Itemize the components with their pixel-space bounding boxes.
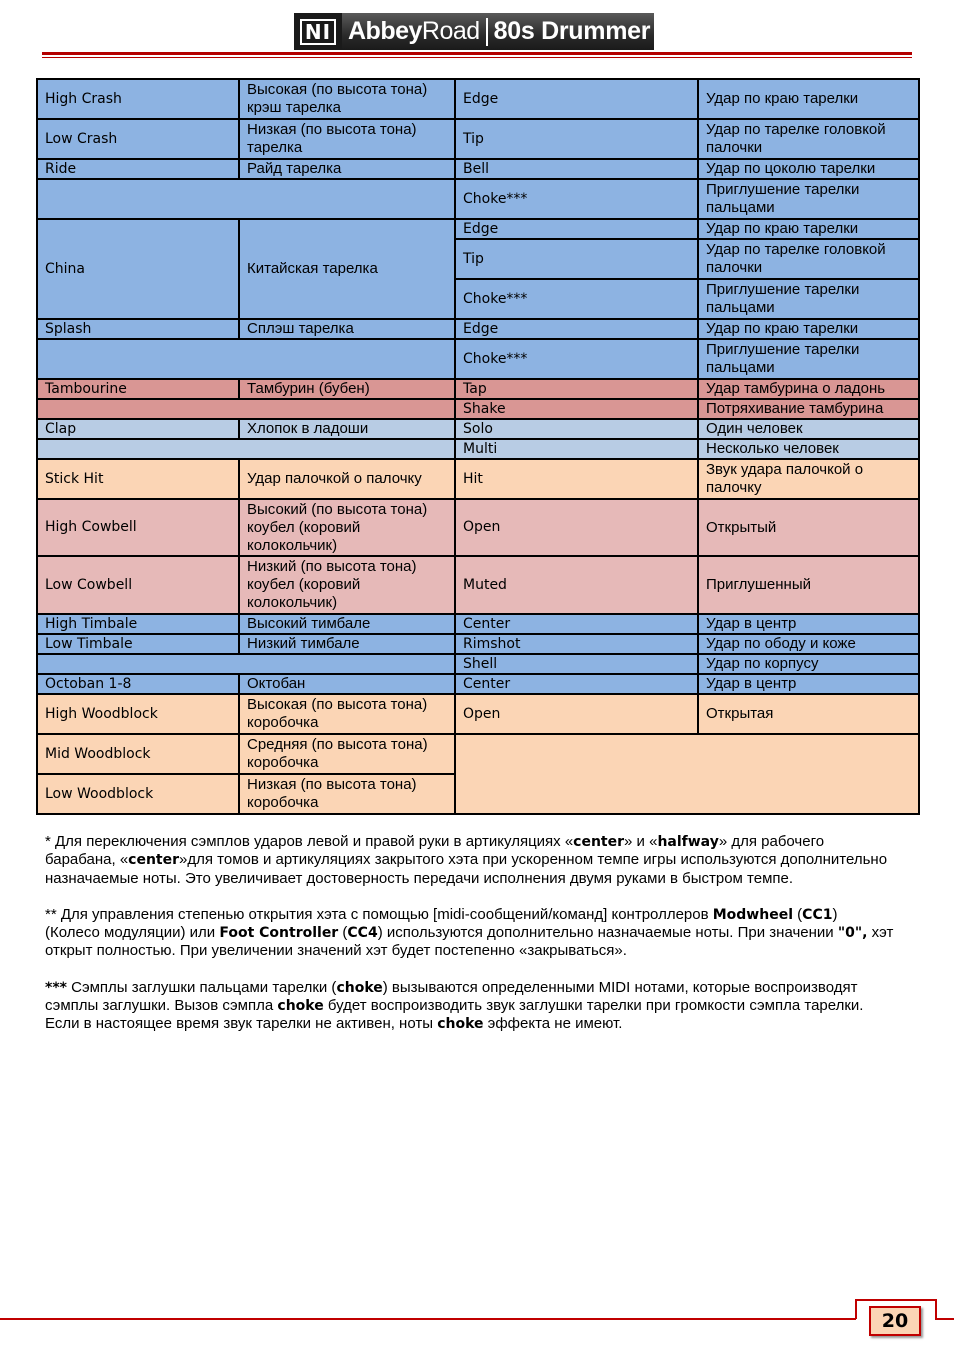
table-row: High Crash Высокая (по высота тона) крэш тарелка Edge Удар по краю тарелки — [37, 79, 919, 119]
table-row: Multi Несколько человек — [37, 439, 919, 459]
table-row: High Woodblock Высокая (по высота тона) коробочка Open Открытая — [37, 694, 919, 734]
table-row: Low Crash Низкая (по высота тона) тарелка Tip Удар по тарелке головкой палочки — [37, 119, 919, 159]
table-row: Choke*** Приглушение тарелки пальцами — [37, 339, 919, 379]
table-row: High Timbale Высокий тимбале Center Удар в центр — [37, 614, 919, 634]
footnote-2: ** Для управления степенью открытия хэта с помощью [midi-сообщений/команд] контроллеров Modwheel (CC1) (Колесо модуляции) или Foot Controller (CC4) используются дополнительно назначаемые ноты. При значении "0", хэт открыт полностью. При увеличении значений хэт будет постепенно «закрываться». — [45, 905, 894, 960]
table-row: Tip Удар по тарелке головкой палочки — [37, 239, 919, 279]
table-row: Mid Woodblock Средняя (по высота тона) коробочка — [37, 734, 919, 774]
header-rule — [42, 52, 912, 55]
product-title: Abbey Road 80s Drummer — [342, 13, 654, 50]
table-row: China Китайская тарелка Edge Удар по краю тарелки — [37, 219, 919, 239]
footnote-3: *** Сэмплы заглушки пальцами тарелки (choke) вызываются определенными MIDI нотами, которые воспроизводят сэмплы заглушки. Вызов сэмпла choke будет воспроизводить звук заглушки тарелки при громкости сэмпла тарелки. Если в настоящее время звук тарелки не активен, ноты choke эффекта не имеют. — [45, 978, 864, 1033]
table-row: Octoban 1-8 Октобан Center Удар в центр — [37, 674, 919, 694]
table-row: Clap Хлопок в ладоши Solo Один человек — [37, 419, 919, 439]
articulation-table — [36, 78, 920, 815]
ni-logo: NI — [294, 13, 342, 50]
footnotes — [45, 833, 895, 1052]
abbey-road-80s-drummer-logo — [294, 13, 654, 50]
table-row: Stick Hit Удар палочкой о палочку Hit Звук удара палочкой о палочку — [37, 459, 919, 499]
table-row: Tambourine Тамбурин (бубен) Tap Удар тамбурина о ладонь — [37, 379, 919, 399]
header-rule-thin — [42, 57, 912, 58]
page-number: 20 — [869, 1306, 921, 1336]
table-row: Splash Сплэш тарелка Edge Удар по краю тарелки — [37, 319, 919, 339]
table-row: Choke*** Приглушение тарелки пальцами — [37, 279, 919, 319]
table-row: Low Timbale Низкий тимбале Rimshot Удар по ободу и коже — [37, 634, 919, 654]
table-row: Shake Потряхивание тамбурина — [37, 399, 919, 419]
table-row: High Cowbell Высокий (по высота тона) коубел (коровий колокольчик) Open Открытый — [37, 499, 919, 556]
table-row: Choke*** Приглушение тарелки пальцами — [37, 179, 919, 219]
table-row: Ride Райд тарелка Bell Удар по цоколю тарелки — [37, 159, 919, 179]
footer-rule — [0, 1318, 856, 1320]
footnote-1: * Для переключения сэмплов ударов левой и правой руки в артикуляциях «center» и «halfway» для рабочего барабана, «center»для томов и артикуляциях закрытого хэта при ускоренном темпе игры используются дополнительно назначаемые ноты. Это увеличивает достоверность передачи исполнения двумя руками в быстром темпе. — [45, 833, 888, 887]
table-row: Low Cowbell Низкий (по высота тона) коубел (коровий колокольчик) Muted Приглушенный — [37, 556, 919, 614]
table-row: Shell Удар по корпусу — [37, 654, 919, 674]
table-row: Low Woodblock Низкая (по высота тона) коробочка — [37, 774, 919, 814]
